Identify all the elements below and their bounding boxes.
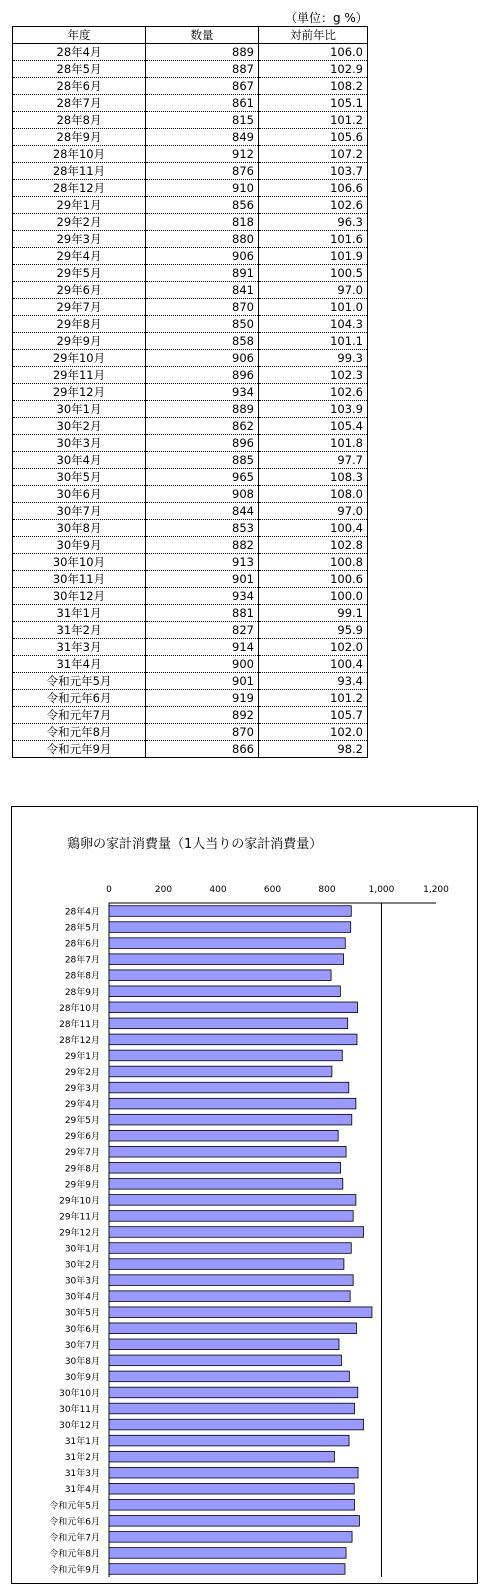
- table-row: [13, 656, 368, 673]
- cell-quantity: 827: [146, 622, 259, 639]
- cell-quantity: 856: [146, 197, 259, 214]
- cell-quantity: 892: [146, 707, 259, 724]
- y-category-label: 31年2月: [64, 1453, 100, 1464]
- cell-yoy: 97.0: [259, 282, 368, 299]
- cell-yoy: 101.2: [259, 690, 368, 707]
- cell-period: 30年8月: [13, 520, 146, 537]
- table-row: [13, 61, 368, 78]
- cell-period: 29年2月: [13, 214, 146, 231]
- chart-title: 鶏卵の家計消費量（1人当りの家計消費量）: [67, 837, 323, 852]
- cell-period: 30年11月: [13, 571, 146, 588]
- cell-yoy: 101.0: [259, 299, 368, 316]
- cell-yoy: 101.8: [259, 435, 368, 452]
- table-row: [13, 197, 368, 214]
- table-row: [13, 622, 368, 639]
- y-category-label: 29年6月: [64, 1132, 100, 1143]
- cell-period: 30年9月: [13, 537, 146, 554]
- cell-period: 30年5月: [13, 469, 146, 486]
- cell-yoy: 105.1: [259, 95, 368, 112]
- bar: [109, 1034, 357, 1045]
- y-category-label: 30年3月: [64, 1276, 100, 1287]
- cell-period: 30年6月: [13, 486, 146, 503]
- y-category-label: 30年11月: [59, 1405, 100, 1415]
- y-category-label: 29年2月: [64, 1068, 100, 1078]
- cell-quantity: 815: [146, 112, 259, 129]
- cell-quantity: 882: [146, 537, 259, 554]
- x-tick-label: 0: [106, 885, 112, 895]
- cell-quantity: 901: [146, 571, 259, 588]
- cell-period: 29年10月: [13, 350, 146, 367]
- cell-period: 30年10月: [13, 554, 146, 571]
- table-row: [13, 520, 368, 537]
- cell-yoy: 100.8: [259, 554, 368, 571]
- table-row: [13, 129, 368, 146]
- cell-period: 29年9月: [13, 333, 146, 350]
- table-row: [13, 605, 368, 622]
- bar: [109, 1564, 345, 1575]
- y-category-label: 29年1月: [64, 1051, 100, 1062]
- cell-quantity: 876: [146, 163, 259, 180]
- cell-quantity: 880: [146, 231, 259, 248]
- bar: [109, 1451, 334, 1462]
- y-category-label: 30年6月: [64, 1324, 100, 1335]
- cell-period: 30年12月: [13, 588, 146, 605]
- x-tick-label: 600: [263, 885, 282, 895]
- table-row: [13, 707, 368, 724]
- cell-period: 30年2月: [13, 418, 146, 435]
- y-category-label: 30年9月: [64, 1372, 100, 1383]
- y-category-label: 令和元年6月: [49, 1517, 100, 1528]
- bar: [109, 1179, 343, 1190]
- cell-quantity: 901: [146, 673, 259, 690]
- cell-period: 30年3月: [13, 435, 146, 452]
- table-row: [13, 333, 368, 350]
- bar: [109, 1227, 364, 1238]
- bar: [109, 1098, 356, 1109]
- cell-period: 28年9月: [13, 129, 146, 146]
- table-row: [13, 401, 368, 418]
- x-tick-label: 800: [318, 885, 336, 895]
- cell-quantity: 908: [146, 486, 259, 503]
- table-row: [13, 741, 368, 758]
- cell-yoy: 105.7: [259, 707, 368, 724]
- y-category-label: 28年6月: [64, 939, 100, 950]
- y-category-label: 30年12月: [59, 1421, 100, 1432]
- bar: [109, 1066, 332, 1077]
- cell-period: 28年11月: [13, 163, 146, 180]
- table-row: [13, 724, 368, 741]
- table-row: [13, 384, 368, 401]
- bar: [109, 1307, 372, 1318]
- y-category-label: 28年11月: [59, 1019, 100, 1030]
- bar: [109, 1499, 355, 1510]
- cell-yoy: 96.3: [259, 214, 368, 231]
- bar: [109, 1419, 364, 1430]
- cell-period: 28年4月: [13, 44, 146, 61]
- y-category-label: 30年5月: [64, 1308, 100, 1319]
- cell-yoy: 100.0: [259, 588, 368, 605]
- table-row: [13, 452, 368, 469]
- bar: [109, 906, 351, 917]
- table-row: [13, 248, 368, 265]
- table-row: [13, 690, 368, 707]
- cell-period: 29年4月: [13, 248, 146, 265]
- bar: [109, 1355, 341, 1366]
- cell-yoy: 100.4: [259, 520, 368, 537]
- table-row: [13, 537, 368, 554]
- y-category-label: 29年7月: [64, 1148, 100, 1159]
- cell-yoy: 97.7: [259, 452, 368, 469]
- bar: [109, 1467, 358, 1478]
- cell-period: 29年1月: [13, 197, 146, 214]
- bar: [109, 938, 345, 949]
- cell-period: 29年7月: [13, 299, 146, 316]
- y-category-label: 29年4月: [64, 1100, 100, 1111]
- table-row: [13, 231, 368, 248]
- y-category-label: 29年10月: [59, 1196, 100, 1207]
- bar: [109, 970, 331, 981]
- chart-area: [11, 806, 478, 1584]
- cell-period: 28年10月: [13, 146, 146, 163]
- cell-quantity: 862: [146, 418, 259, 435]
- consumption-table: [12, 26, 368, 758]
- y-category-label: 28年12月: [59, 1035, 100, 1046]
- bar: [109, 1387, 358, 1398]
- table-row: [13, 418, 368, 435]
- cell-quantity: 853: [146, 520, 259, 537]
- table-row: [13, 146, 368, 163]
- cell-yoy: 102.3: [259, 367, 368, 384]
- cell-period: 28年5月: [13, 61, 146, 78]
- table-row: [13, 435, 368, 452]
- cell-quantity: 896: [146, 367, 259, 384]
- bar: [109, 922, 351, 933]
- table-row: [13, 44, 368, 61]
- cell-period: 31年4月: [13, 656, 146, 673]
- cell-quantity: 934: [146, 384, 259, 401]
- table-row: [13, 112, 368, 129]
- table-row: [13, 316, 368, 333]
- cell-yoy: 106.6: [259, 180, 368, 197]
- bar: [109, 1130, 338, 1141]
- table-header-row: [13, 27, 368, 44]
- cell-period: 29年11月: [13, 367, 146, 384]
- cell-yoy: 99.3: [259, 350, 368, 367]
- bar: [109, 1211, 353, 1222]
- y-category-label: 30年4月: [64, 1292, 100, 1303]
- cell-quantity: 866: [146, 741, 259, 758]
- table-row: [13, 95, 368, 112]
- cell-period: 令和元年7月: [13, 707, 146, 724]
- cell-yoy: 102.8: [259, 537, 368, 554]
- cell-period: 28年7月: [13, 95, 146, 112]
- bar: [109, 954, 344, 965]
- bar: [109, 1371, 349, 1382]
- cell-quantity: 867: [146, 78, 259, 95]
- cell-yoy: 101.9: [259, 248, 368, 265]
- cell-period: 令和元年9月: [13, 741, 146, 758]
- y-category-label: 令和元年7月: [49, 1533, 100, 1544]
- x-tick-label: 1,200: [423, 885, 449, 895]
- header-quantity: 数量: [146, 27, 259, 44]
- table-row: [13, 299, 368, 316]
- cell-quantity: 906: [146, 350, 259, 367]
- cell-period: 29年12月: [13, 384, 146, 401]
- cell-quantity: 891: [146, 265, 259, 282]
- table-row: [13, 588, 368, 605]
- cell-period: 30年7月: [13, 503, 146, 520]
- cell-quantity: 881: [146, 605, 259, 622]
- table-row: [13, 214, 368, 231]
- cell-yoy: 108.3: [259, 469, 368, 486]
- cell-period: 29年5月: [13, 265, 146, 282]
- unit-label: （単位：g %）: [285, 11, 368, 25]
- y-category-label: 30年1月: [64, 1244, 100, 1255]
- bar: [109, 1291, 350, 1302]
- y-category-label: 令和元年8月: [49, 1549, 100, 1560]
- y-category-label: 29年5月: [64, 1116, 100, 1127]
- cell-yoy: 102.6: [259, 197, 368, 214]
- cell-yoy: 108.2: [259, 78, 368, 95]
- bar: [109, 1259, 344, 1270]
- bar: [109, 1243, 351, 1254]
- bar: [109, 1082, 349, 1093]
- header-period: 年度: [13, 27, 146, 44]
- cell-yoy: 106.0: [259, 44, 368, 61]
- table-row: [13, 282, 368, 299]
- table-row: [13, 571, 368, 588]
- table-row: [13, 163, 368, 180]
- cell-yoy: 103.9: [259, 401, 368, 418]
- cell-quantity: 906: [146, 248, 259, 265]
- cell-quantity: 870: [146, 299, 259, 316]
- cell-quantity: 912: [146, 146, 259, 163]
- bar: [109, 1114, 352, 1125]
- cell-yoy: 108.0: [259, 486, 368, 503]
- x-tick-label: 400: [209, 885, 227, 895]
- table-row: [13, 554, 368, 571]
- cell-period: 28年8月: [13, 112, 146, 129]
- cell-yoy: 107.2: [259, 146, 368, 163]
- cell-period: 28年12月: [13, 180, 146, 197]
- cell-quantity: 889: [146, 44, 259, 61]
- y-category-label: 29年3月: [64, 1084, 100, 1095]
- cell-quantity: 913: [146, 554, 259, 571]
- y-category-label: 29年11月: [59, 1212, 100, 1223]
- cell-yoy: 102.6: [259, 384, 368, 401]
- cell-yoy: 98.2: [259, 741, 368, 758]
- cell-quantity: 914: [146, 639, 259, 656]
- y-category-label: 令和元年9月: [49, 1565, 100, 1576]
- cell-period: 28年6月: [13, 78, 146, 95]
- bar: [109, 1435, 349, 1446]
- bar: [109, 1339, 339, 1350]
- cell-period: 30年4月: [13, 452, 146, 469]
- cell-quantity: 818: [146, 214, 259, 231]
- cell-period: 令和元年5月: [13, 673, 146, 690]
- bar: [109, 1483, 354, 1494]
- y-category-label: 28年8月: [64, 971, 100, 982]
- y-category-label: 28年10月: [59, 1003, 100, 1014]
- bar: [109, 1162, 341, 1173]
- bar: [109, 1516, 359, 1527]
- bar: [109, 986, 340, 997]
- cell-yoy: 93.4: [259, 673, 368, 690]
- cell-quantity: 910: [146, 180, 259, 197]
- y-category-label: 30年2月: [64, 1260, 100, 1271]
- cell-quantity: 841: [146, 282, 259, 299]
- cell-quantity: 889: [146, 401, 259, 418]
- table-row: [13, 639, 368, 656]
- bar: [109, 1002, 358, 1013]
- cell-yoy: 102.0: [259, 639, 368, 656]
- y-category-label: 31年1月: [64, 1437, 100, 1448]
- table-row: [13, 180, 368, 197]
- bar: [109, 1403, 355, 1414]
- cell-yoy: 105.4: [259, 418, 368, 435]
- cell-quantity: 870: [146, 724, 259, 741]
- bar: [109, 1275, 353, 1286]
- cell-period: 令和元年8月: [13, 724, 146, 741]
- y-category-label: 30年8月: [64, 1356, 100, 1367]
- cell-quantity: 887: [146, 61, 259, 78]
- cell-period: 29年3月: [13, 231, 146, 248]
- bar: [109, 1548, 346, 1559]
- x-tick-label: 200: [154, 885, 173, 895]
- bar: [109, 1018, 348, 1029]
- cell-yoy: 100.5: [259, 265, 368, 282]
- y-category-label: 30年7月: [64, 1340, 100, 1351]
- y-category-label: 28年5月: [64, 923, 100, 934]
- cell-period: 31年2月: [13, 622, 146, 639]
- cell-period: 令和元年6月: [13, 690, 146, 707]
- cell-period: 29年6月: [13, 282, 146, 299]
- x-tick-label: 1,000: [368, 885, 395, 895]
- table-row: [13, 486, 368, 503]
- y-category-label: 28年9月: [64, 987, 100, 998]
- bar: [109, 1146, 346, 1157]
- bar-chart: [12, 807, 477, 1583]
- table-row: [13, 673, 368, 690]
- cell-quantity: 885: [146, 452, 259, 469]
- cell-yoy: 95.9: [259, 622, 368, 639]
- cell-period: 31年3月: [13, 639, 146, 656]
- cell-quantity: 849: [146, 129, 259, 146]
- cell-yoy: 100.6: [259, 571, 368, 588]
- bar: [109, 1323, 356, 1334]
- table-row: [13, 469, 368, 486]
- y-category-label: 30年10月: [59, 1388, 100, 1399]
- table-row: [13, 265, 368, 282]
- cell-period: 30年1月: [13, 401, 146, 418]
- bar: [109, 1195, 356, 1206]
- y-category-label: 31年3月: [64, 1469, 100, 1480]
- cell-period: 29年8月: [13, 316, 146, 333]
- cell-quantity: 858: [146, 333, 259, 350]
- table-row: [13, 78, 368, 95]
- y-category-label: 令和元年5月: [49, 1501, 100, 1512]
- cell-quantity: 965: [146, 469, 259, 486]
- y-category-label: 28年7月: [64, 955, 100, 966]
- cell-quantity: 900: [146, 656, 259, 673]
- cell-yoy: 97.0: [259, 503, 368, 520]
- cell-yoy: 99.1: [259, 605, 368, 622]
- table-row: [13, 350, 368, 367]
- cell-yoy: 101.1: [259, 333, 368, 350]
- y-category-label: 31年4月: [64, 1485, 100, 1496]
- cell-yoy: 100.4: [259, 656, 368, 673]
- y-category-label: 29年12月: [59, 1228, 100, 1239]
- cell-yoy: 102.0: [259, 724, 368, 741]
- cell-yoy: 101.2: [259, 112, 368, 129]
- header-yoy: 対前年比: [259, 27, 368, 44]
- cell-yoy: 105.6: [259, 129, 368, 146]
- cell-yoy: 102.9: [259, 61, 368, 78]
- cell-quantity: 861: [146, 95, 259, 112]
- bar: [109, 1532, 352, 1543]
- y-category-label: 28年4月: [64, 907, 100, 918]
- bar: [109, 1050, 342, 1061]
- cell-quantity: 919: [146, 690, 259, 707]
- cell-yoy: 101.6: [259, 231, 368, 248]
- cell-quantity: 934: [146, 588, 259, 605]
- table-row: [13, 367, 368, 384]
- y-category-label: 29年9月: [64, 1180, 100, 1191]
- cell-period: 31年1月: [13, 605, 146, 622]
- cell-quantity: 850: [146, 316, 259, 333]
- cell-quantity: 896: [146, 435, 259, 452]
- table-row: [13, 503, 368, 520]
- cell-yoy: 103.7: [259, 163, 368, 180]
- y-category-label: 29年8月: [64, 1164, 100, 1175]
- table-body: [13, 44, 368, 758]
- cell-yoy: 104.3: [259, 316, 368, 333]
- cell-quantity: 844: [146, 503, 259, 520]
